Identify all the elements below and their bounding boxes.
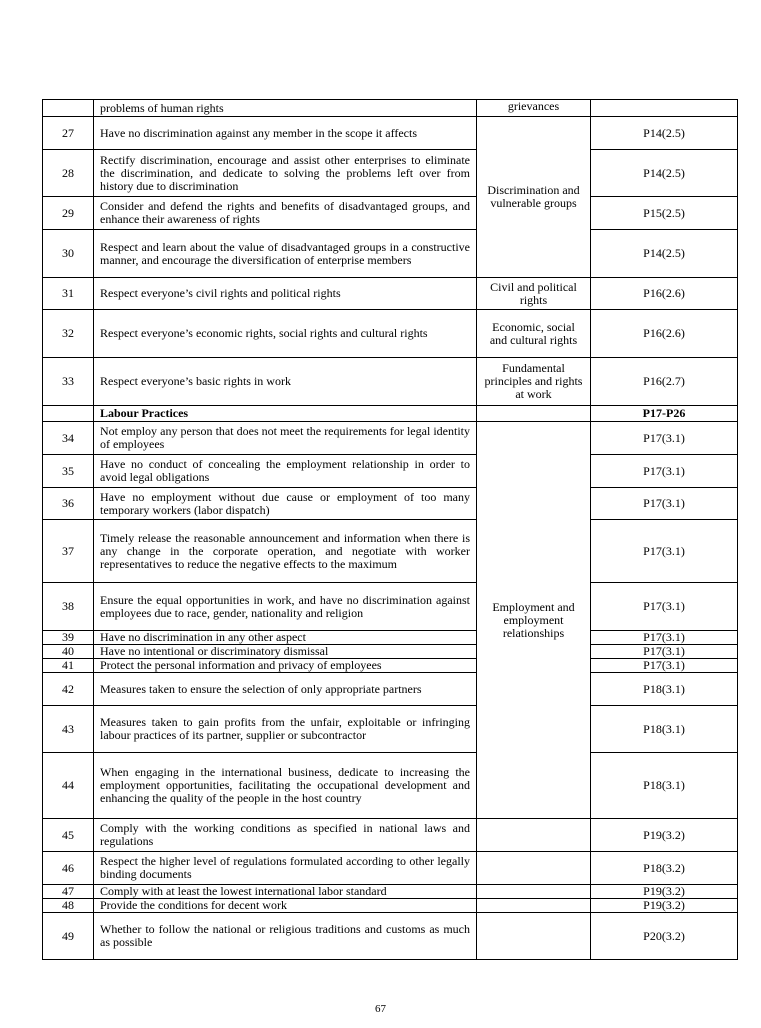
row-reference: P17(3.1): [591, 520, 738, 583]
section-header-row: [43, 406, 738, 422]
table-row: [43, 358, 738, 406]
row-number: [43, 406, 94, 422]
table-row: [43, 197, 738, 230]
table-row: [43, 852, 738, 885]
row-reference: P16(2.7): [591, 358, 738, 406]
row-description: Protect the personal information and privacy of employees: [94, 659, 477, 673]
checklist-table: [42, 99, 738, 960]
row-description: Provide the conditions for decent work: [94, 899, 477, 913]
table-row: [43, 706, 738, 753]
table-row: [43, 117, 738, 150]
row-number: 34: [43, 422, 94, 455]
row-number: 41: [43, 659, 94, 673]
row-description: Respect the higher level of regulations formulated according to other legally binding documents: [94, 852, 477, 885]
table-row: [43, 673, 738, 706]
row-number: 37: [43, 520, 94, 583]
row-number: 49: [43, 913, 94, 960]
row-number: 38: [43, 583, 94, 631]
row-reference: P19(3.2): [591, 899, 738, 913]
row-number: 44: [43, 753, 94, 819]
row-reference: P17(3.1): [591, 488, 738, 520]
row-reference: [591, 100, 738, 117]
row-description: Comply with at least the lowest international labor standard: [94, 885, 477, 899]
table-row: [43, 899, 738, 913]
row-number: 48: [43, 899, 94, 913]
page-number: 67: [375, 1003, 386, 1015]
row-description: Have no discrimination against any member in the scope it affects: [94, 117, 477, 150]
section-reference: P17-P26: [591, 406, 738, 422]
table-row: [43, 150, 738, 197]
table-row: [43, 230, 738, 278]
row-category: [477, 885, 591, 899]
row-reference: P17(3.1): [591, 455, 738, 488]
row-reference: P16(2.6): [591, 278, 738, 310]
row-number: 45: [43, 819, 94, 852]
table-row: [43, 310, 738, 358]
row-description: Ensure the equal opportunities in work, and have no discrimination against employees due to race, gender, nationality and religion: [94, 583, 477, 631]
row-number: 29: [43, 197, 94, 230]
row-description: Respect everyone’s economic rights, social rights and cultural rights: [94, 310, 477, 358]
row-description: Comply with the working conditions as specified in national laws and regulations: [94, 819, 477, 852]
row-number: 36: [43, 488, 94, 520]
table-row: [43, 455, 738, 488]
row-reference: P15(2.5): [591, 197, 738, 230]
row-category: Economic, social and cultural rights: [477, 310, 591, 358]
row-number: 31: [43, 278, 94, 310]
row-number: 43: [43, 706, 94, 753]
row-description: Have no employment without due cause or employment of too many temporary workers (labor dispatch): [94, 488, 477, 520]
row-category: [477, 852, 591, 885]
row-reference: P14(2.5): [591, 150, 738, 197]
row-number: 47: [43, 885, 94, 899]
row-reference: P18(3.2): [591, 852, 738, 885]
table-row: [43, 631, 738, 645]
row-category: grievances: [477, 100, 591, 117]
table-row: [43, 100, 738, 117]
row-reference: P18(3.1): [591, 706, 738, 753]
row-number: 39: [43, 631, 94, 645]
row-category: [477, 913, 591, 960]
row-number: 27: [43, 117, 94, 150]
table-row: [43, 645, 738, 659]
row-category: Discrimination and vulnerable groups: [477, 117, 591, 278]
row-description: Respect everyone’s basic rights in work: [94, 358, 477, 406]
row-reference: P19(3.2): [591, 819, 738, 852]
row-number: 33: [43, 358, 94, 406]
table-row: [43, 885, 738, 899]
row-description: Measures taken to ensure the selection of only appropriate partners: [94, 673, 477, 706]
row-number: 46: [43, 852, 94, 885]
row-category: Civil and political rights: [477, 278, 591, 310]
row-number: 32: [43, 310, 94, 358]
row-description: Have no conduct of concealing the employment relationship in order to avoid legal obligations: [94, 455, 477, 488]
row-reference: P14(2.5): [591, 230, 738, 278]
row-description: Respect and learn about the value of disadvantaged groups in a constructive manner, and encourage the diversification of enterprise members: [94, 230, 477, 278]
row-reference: P19(3.2): [591, 885, 738, 899]
table-row: [43, 422, 738, 455]
row-number: 40: [43, 645, 94, 659]
row-category: [477, 819, 591, 852]
row-number: 28: [43, 150, 94, 197]
row-reference: P17(3.1): [591, 422, 738, 455]
table-row: [43, 583, 738, 631]
table-row: [43, 753, 738, 819]
row-description: Timely release the reasonable announcement and information when there is any change in the corporate operation, and negotiate with worker representatives to reduce the negative effects to the maximum: [94, 520, 477, 583]
row-category: Fundamental principles and rights at work: [477, 358, 591, 406]
row-category: [477, 899, 591, 913]
row-description: Measures taken to gain profits from the unfair, exploitable or infringing labour practices of its partner, supplier or subcontractor: [94, 706, 477, 753]
row-category: [477, 406, 591, 422]
row-reference: P17(3.1): [591, 631, 738, 645]
table-row: [43, 520, 738, 583]
row-description: Not employ any person that does not meet the requirements for legal identity of employees: [94, 422, 477, 455]
section-title: Labour Practices: [94, 406, 477, 422]
row-reference: P17(3.1): [591, 659, 738, 673]
row-description: Have no intentional or discriminatory dismissal: [94, 645, 477, 659]
row-reference: P20(3.2): [591, 913, 738, 960]
row-reference: P14(2.5): [591, 117, 738, 150]
row-reference: P17(3.1): [591, 645, 738, 659]
row-description: Have no discrimination in any other aspect: [94, 631, 477, 645]
table-row: [43, 819, 738, 852]
row-number: 30: [43, 230, 94, 278]
table-row: [43, 659, 738, 673]
row-description: Rectify discrimination, encourage and assist other enterprises to eliminate the discrimination, and dedicate to solving the problems left over from history due to discrimination: [94, 150, 477, 197]
row-reference: P18(3.1): [591, 753, 738, 819]
table-row: [43, 913, 738, 960]
table-row: [43, 488, 738, 520]
row-number: 35: [43, 455, 94, 488]
row-description: When engaging in the international business, dedicate to increasing the employment opportunities, facilitating the occupational development and enhancing the quality of the people in the host country: [94, 753, 477, 819]
row-reference: P16(2.6): [591, 310, 738, 358]
row-number: [43, 100, 94, 117]
row-description: Whether to follow the national or religious traditions and customs as much as possible: [94, 913, 477, 960]
row-reference: P17(3.1): [591, 583, 738, 631]
row-number: 42: [43, 673, 94, 706]
table-row: [43, 278, 738, 310]
row-description: Consider and defend the rights and benefits of disadvantaged groups, and enhance their awareness of rights: [94, 197, 477, 230]
row-category: Employment and employment relationships: [477, 422, 591, 819]
row-description: problems of human rights: [94, 100, 477, 117]
row-reference: P18(3.1): [591, 673, 738, 706]
row-description: Respect everyone’s civil rights and political rights: [94, 278, 477, 310]
